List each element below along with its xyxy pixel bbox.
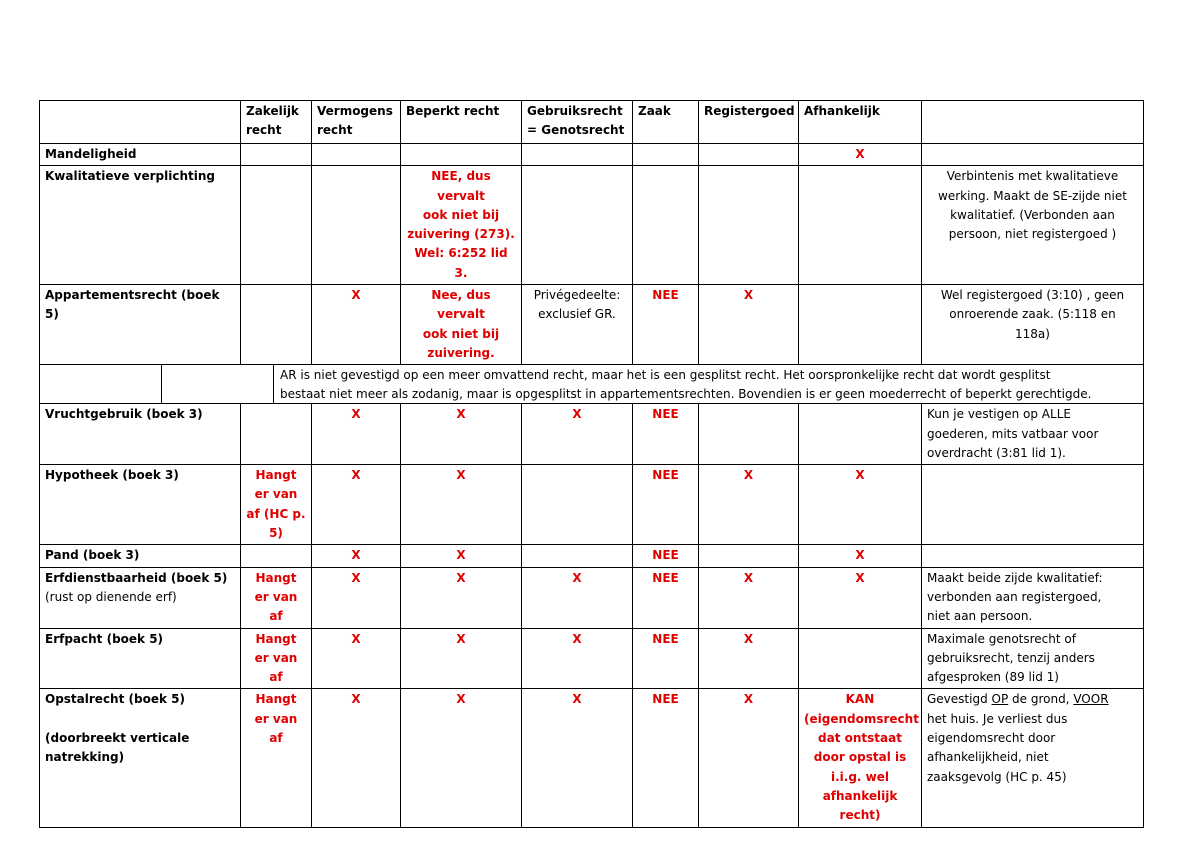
cell-zakelijk: Hangt er van af	[241, 567, 312, 628]
header-row	[40, 101, 1144, 144]
cell-vermogens: X	[312, 545, 401, 567]
cell-gebruik: X	[522, 689, 633, 827]
cell-registergoed: X	[699, 285, 799, 365]
cell-registergoed: X	[699, 465, 799, 545]
ar-note-text: AR is niet gevestigd op een meer omvattend recht, maar het is een gesplitst recht. Het oorspronkelijke recht dat wordt gesplitst bestaat niet meer als zodanig, maar is opgesplitst in appartementsrechten. Bovendien is er geen moederrecht of beperkt gerechtigde.	[280, 368, 1092, 402]
cell-vermogens: X	[312, 404, 401, 465]
cell-beperkt: X	[401, 404, 522, 465]
table-row	[40, 285, 1144, 365]
cell-beperkt: NEE, dus vervalt ook niet bij zuivering (273). Wel: 6:252 lid 3.	[401, 166, 522, 285]
cell-zakelijk: Hangt er van af	[241, 689, 312, 827]
cell-afhankelijk: KAN (eigendomsrecht dat ontstaat door opstal is i.i.g. wel afhankelijk recht)	[799, 689, 922, 827]
row-label: Kwalitatieve verplichting	[40, 166, 241, 285]
cell-vermogens: X	[312, 285, 401, 365]
cell-gebruik: X	[522, 567, 633, 628]
cell-afhankelijk: X	[799, 144, 922, 166]
row-label: Vruchtgebruik (boek 3)	[40, 404, 241, 465]
header-zaak: Zaak	[633, 101, 699, 144]
cell-afhankelijk: X	[799, 567, 922, 628]
header-gebruiksrecht: Gebruiksrecht = Genotsrecht	[522, 101, 633, 144]
cell-vermogens: X	[312, 628, 401, 689]
cell-zaak: NEE	[633, 465, 699, 545]
cell-beperkt: X	[401, 465, 522, 545]
ar-note-row	[40, 365, 1144, 404]
cell-registergoed: X	[699, 628, 799, 689]
cell-zaak: NEE	[633, 545, 699, 567]
cell-gebruik: X	[522, 404, 633, 465]
table-row	[40, 545, 1144, 567]
table-row	[40, 567, 1144, 628]
rights-table	[39, 100, 1144, 828]
cell-zakelijk: Hangt er van af (HC p. 5)	[241, 465, 312, 545]
header-notes	[922, 101, 1144, 144]
table-row	[40, 689, 1144, 827]
row-label: Erfpacht (boek 5)	[40, 628, 241, 689]
row-label: Hypotheek (boek 3)	[40, 465, 241, 545]
header-registergoed: Registergoed	[699, 101, 799, 144]
cell-note: Gevestigd OP de grond, VOOR het huis. Je verliest dus eigendomsrecht door afhankelijkheid, niet zaaksgevolg (HC p. 45)	[922, 689, 1144, 827]
cell-beperkt: X	[401, 689, 522, 827]
table-row	[40, 628, 1144, 689]
cell-registergoed: X	[699, 689, 799, 827]
row-label: Erfdienstbaarheid (boek 5) (rust op dienende erf)	[40, 567, 241, 628]
header-afhankelijk: Afhankelijk	[799, 101, 922, 144]
header-empty	[40, 101, 241, 144]
cell-beperkt: X	[401, 628, 522, 689]
cell-note: Maximale genotsrecht of gebruiksrecht, tenzij anders afgesproken (89 lid 1)	[922, 628, 1144, 689]
row-label: Appartementsrecht (boek 5)	[40, 285, 241, 365]
cell-note: Kun je vestigen op ALLE goederen, mits vatbaar voor overdracht (3:81 lid 1).	[922, 404, 1144, 465]
table-row	[40, 465, 1144, 545]
row-label: Pand (boek 3)	[40, 545, 241, 567]
cell-vermogens: X	[312, 689, 401, 827]
cell-beperkt: X	[401, 545, 522, 567]
cell-vermogens: X	[312, 567, 401, 628]
table-row	[40, 166, 1144, 285]
cell-zaak: NEE	[633, 567, 699, 628]
cell-afhankelijk: X	[799, 465, 922, 545]
ar-note-cell	[40, 365, 1144, 404]
table-row	[40, 144, 1144, 166]
cell-note: Verbintenis met kwalitatieve werking. Maakt de SE-zijde niet kwalitatief. (Verbonden aan persoon, niet registergoed )	[922, 166, 1144, 285]
cell-zaak: NEE	[633, 404, 699, 465]
cell-zaak: NEE	[633, 689, 699, 827]
header-beperkt-recht: Beperkt recht	[401, 101, 522, 144]
cell-registergoed: X	[699, 567, 799, 628]
header-vermogens-recht: Vermogens recht	[312, 101, 401, 144]
cell-note: Maakt beide zijde kwalitatief: verbonden aan registergoed, niet aan persoon.	[922, 567, 1144, 628]
cell-note: Wel registergoed (3:10) , geen onroerende zaak. (5:118 en 118a)	[922, 285, 1144, 365]
cell-vermogens: X	[312, 465, 401, 545]
cell-gebruik: X	[522, 628, 633, 689]
cell-afhankelijk: X	[799, 545, 922, 567]
cell-beperkt: X	[401, 567, 522, 628]
cell-zakelijk: Hangt er van af	[241, 628, 312, 689]
header-zakelijk-recht: Zakelijk recht	[241, 101, 312, 144]
cell-zaak: NEE	[633, 628, 699, 689]
row-label: Mandeligheid	[40, 144, 241, 166]
cell-zaak: NEE	[633, 285, 699, 365]
row-label: Opstalrecht (boek 5) (doorbreekt verticale natrekking)	[40, 689, 241, 827]
cell-beperkt: Nee, dus vervalt ook niet bij zuivering.	[401, 285, 522, 365]
table-row	[40, 404, 1144, 465]
cell-gebruik: Privégedeelte: exclusief GR.	[522, 285, 633, 365]
